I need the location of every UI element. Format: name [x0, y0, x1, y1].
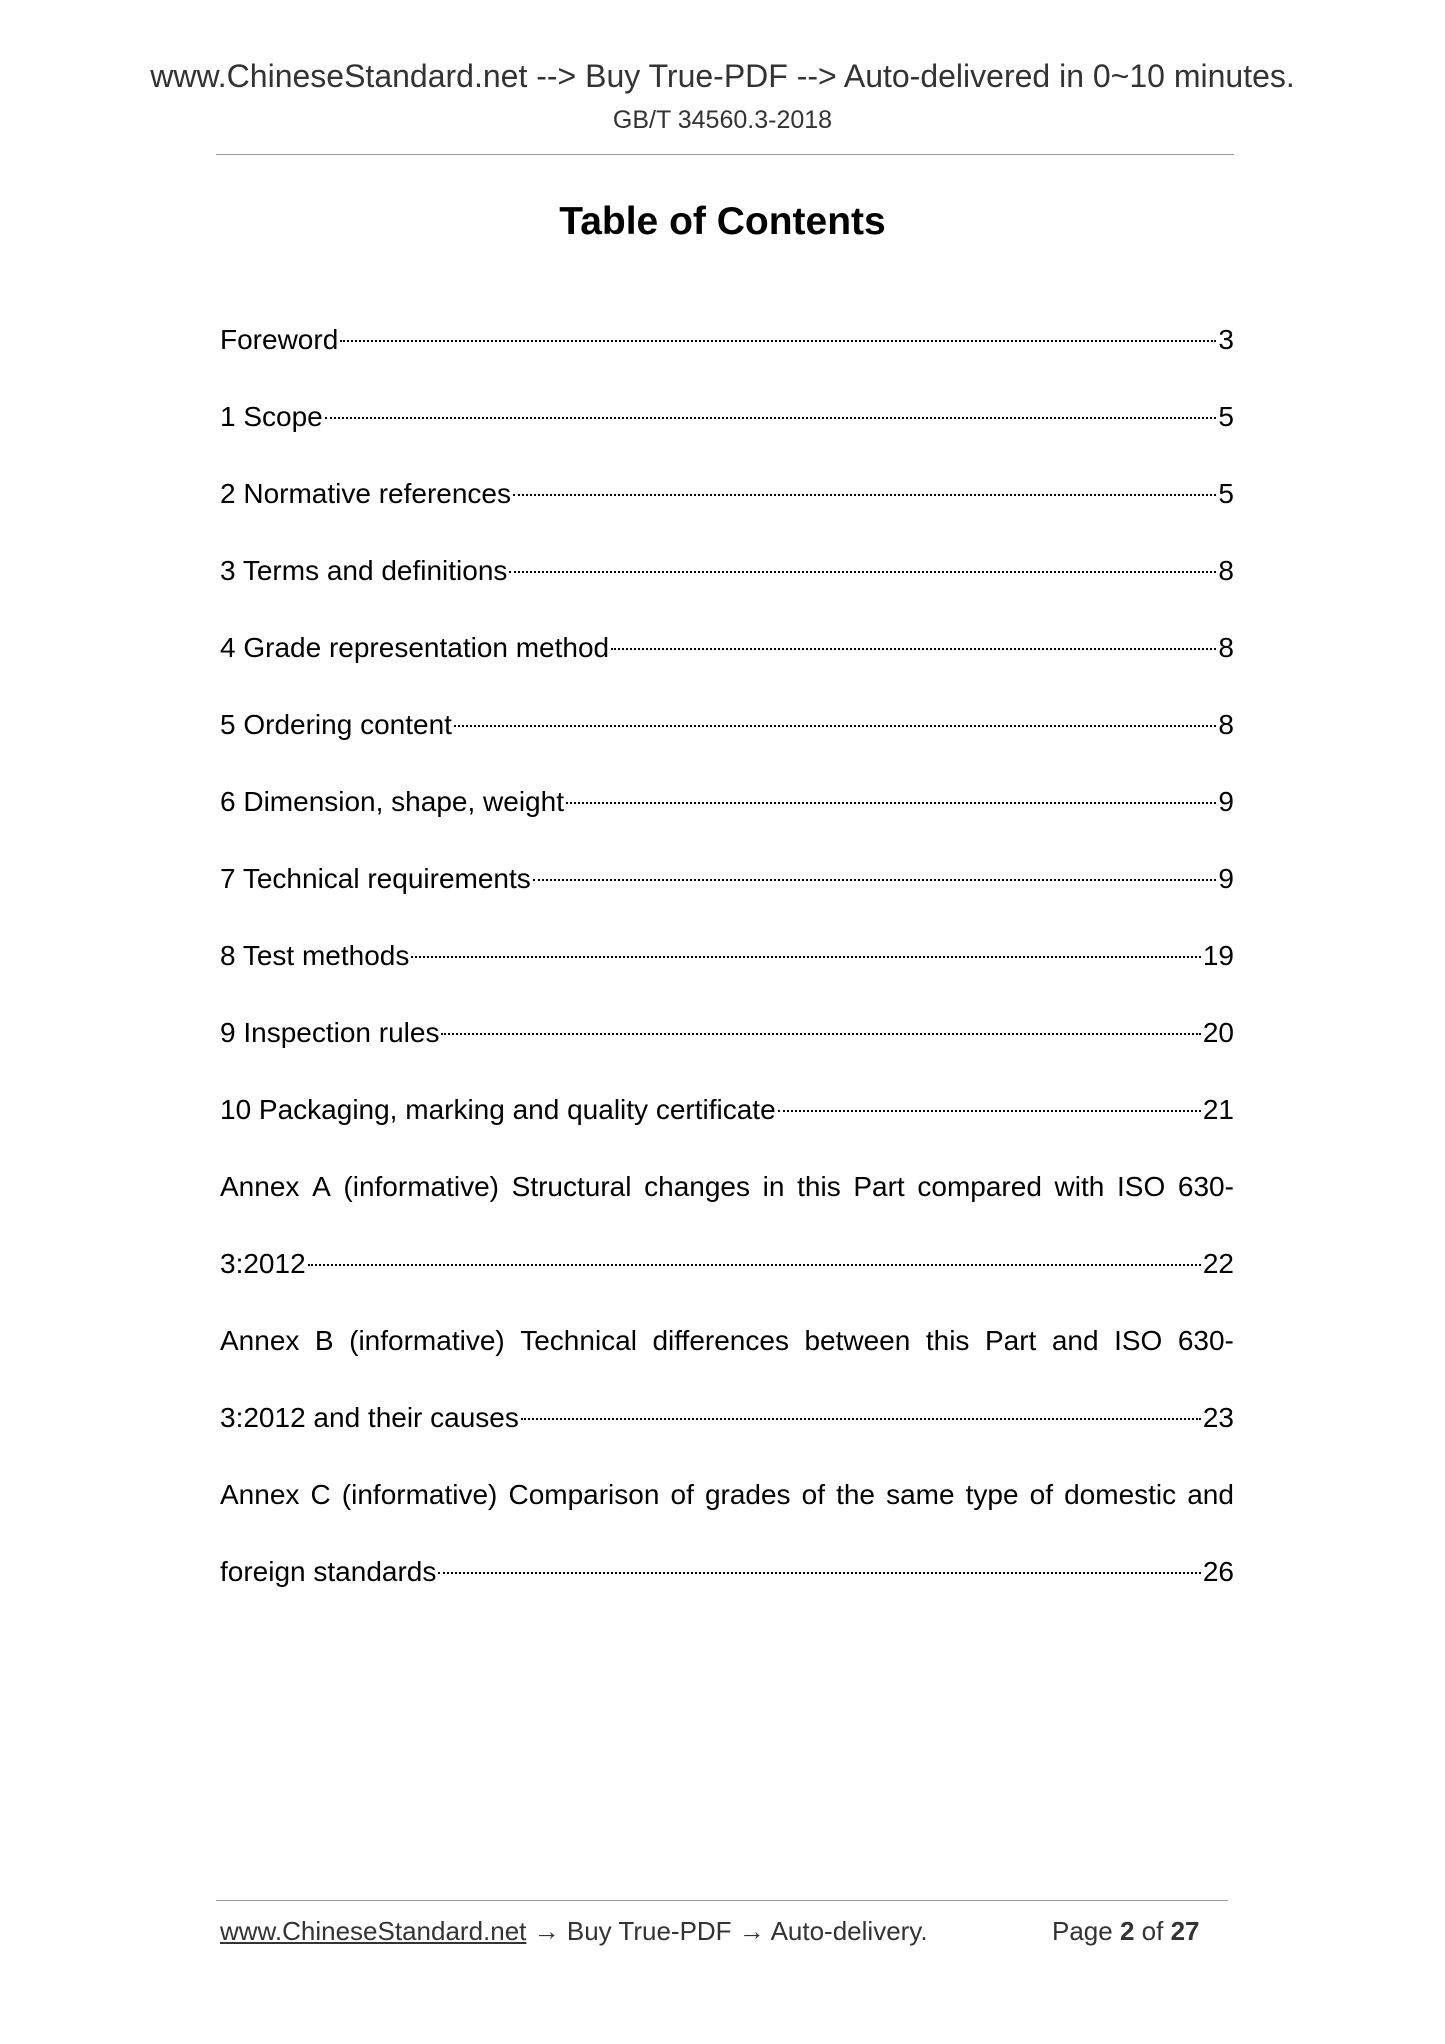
toc-entry-label: 8 Test methods [220, 940, 410, 971]
toc-entry-page: 5 [1218, 401, 1234, 432]
toc-word: the [836, 1479, 876, 1510]
toc-entry-page: 21 [1202, 1094, 1234, 1125]
toc-leader-dots [325, 417, 1217, 419]
toc-word: 630- [1177, 1325, 1234, 1356]
toc-entry[interactable] [220, 1013, 1234, 1053]
toc-leader-dots [513, 494, 1216, 496]
toc-leader-dots [778, 1110, 1201, 1112]
toc-entry-label: 3:2012 and their causes [220, 1402, 519, 1433]
toc-entry[interactable] [220, 397, 1234, 437]
toc-word: C [310, 1479, 331, 1510]
toc-entry[interactable] [220, 628, 1234, 668]
toc-word: and [1051, 1325, 1099, 1356]
toc-entry-label: 4 Grade representation method [220, 632, 610, 663]
toc-word: domestic [1064, 1479, 1177, 1510]
toc-word: ISO [1117, 1171, 1166, 1202]
toc-word: (informative) [341, 1479, 498, 1510]
toc-word: this [925, 1325, 970, 1356]
page-label: Page [1052, 1916, 1113, 1946]
toc-entry-label: 10 Packaging, marking and quality certificate [220, 1094, 776, 1125]
toc-entry[interactable] [220, 1398, 1234, 1438]
toc-entry-label: 7 Technical requirements [220, 863, 531, 894]
toc-word: B [314, 1325, 334, 1356]
toc-leader-dots [611, 648, 1216, 650]
toc-entry[interactable] [220, 1552, 1234, 1592]
toc-entry-page: 8 [1218, 632, 1234, 663]
toc-word: Technical [520, 1325, 637, 1356]
footer-left [220, 1916, 928, 1947]
page-title: Table of Contents [559, 200, 886, 243]
page-total: 27 [1170, 1916, 1200, 1946]
toc-entry[interactable] [220, 705, 1234, 745]
toc-entry[interactable] [220, 859, 1234, 899]
toc-word: of [670, 1479, 694, 1510]
toc-word: same [886, 1479, 955, 1510]
toc-leader-dots [566, 802, 1216, 804]
footer-divider [216, 1900, 1228, 1901]
toc-word: Comparison [508, 1479, 660, 1510]
toc-entry-page: 8 [1218, 709, 1234, 740]
toc-entry-label: foreign standards [220, 1556, 437, 1587]
toc-entry[interactable] [220, 1090, 1234, 1130]
toc-entry-page: 9 [1218, 786, 1234, 817]
toc-word: differences [652, 1325, 789, 1356]
toc-entry-page: 8 [1218, 555, 1234, 586]
toc-entry-page: 20 [1202, 1017, 1234, 1048]
toc-entry-label: 5 Ordering content [220, 709, 452, 740]
toc-word: this [797, 1171, 841, 1202]
toc-entry-line1 [220, 1475, 1234, 1515]
footer-page-number [1052, 1916, 1200, 1947]
toc-entry[interactable] [220, 1244, 1234, 1284]
toc-leader-dots [521, 1418, 1201, 1420]
toc-entry-label: 1 Scope [220, 401, 323, 432]
header-banner: www.ChineseStandard.net --> Buy True-PDF --> Auto-delivered in 0~10 minutes. [150, 58, 1295, 94]
toc-entry-page: 3 [1218, 324, 1234, 355]
footer-text: → Buy True-PDF → Auto-delivery. [526, 1916, 928, 1946]
toc-word: in [762, 1171, 785, 1202]
toc-word: Annex [220, 1325, 300, 1356]
toc-entry-label: 6 Dimension, shape, weight [220, 786, 564, 817]
toc-entry-label: Foreword [220, 324, 339, 355]
toc-word: Part [984, 1325, 1037, 1356]
page-current: 2 [1119, 1916, 1135, 1946]
footer-site-link[interactable]: www.ChineseStandard.net [220, 1916, 527, 1946]
toc-entry-page: 19 [1202, 940, 1234, 971]
toc-word: Annex [220, 1171, 300, 1202]
toc-word: between [804, 1325, 911, 1356]
toc-entry[interactable] [220, 551, 1234, 591]
toc-entry-page: 23 [1202, 1402, 1234, 1433]
toc-word: Structural [511, 1171, 632, 1202]
toc-entry-page: 22 [1202, 1248, 1234, 1279]
toc-leader-dots [509, 571, 1216, 573]
toc-entry[interactable] [220, 936, 1234, 976]
toc-word: and [1187, 1479, 1234, 1510]
toc-entry[interactable] [220, 474, 1234, 514]
toc-leader-dots [454, 725, 1217, 727]
toc-leader-dots [308, 1264, 1201, 1266]
toc-entry-line1 [220, 1321, 1234, 1361]
table-of-contents [220, 0, 1234, 1600]
toc-entry-label: 9 Inspection rules [220, 1017, 440, 1048]
toc-word: compared [917, 1171, 1042, 1202]
toc-word: of [1029, 1479, 1054, 1510]
toc-word: Annex [220, 1479, 300, 1510]
toc-word: Part [853, 1171, 905, 1202]
toc-entry[interactable] [220, 320, 1234, 360]
toc-word: with [1054, 1171, 1105, 1202]
toc-leader-dots [533, 879, 1217, 881]
toc-entry[interactable] [220, 782, 1234, 822]
toc-entry-label: 3 Terms and definitions [220, 555, 508, 586]
of-label: of [1141, 1916, 1164, 1946]
document-id: GB/T 34560.3-2018 [612, 106, 833, 134]
toc-leader-dots [411, 956, 1200, 958]
toc-leader-dots [438, 1572, 1200, 1574]
toc-word: of [801, 1479, 825, 1510]
toc-leader-dots [441, 1033, 1200, 1035]
toc-entry-page: 9 [1218, 863, 1234, 894]
toc-entry-label: 3:2012 [220, 1248, 306, 1279]
toc-leader-dots [340, 340, 1216, 342]
toc-word: type [965, 1479, 1019, 1510]
toc-word: ISO [1114, 1325, 1163, 1356]
toc-word: (informative) [349, 1325, 505, 1356]
toc-word: A [312, 1171, 331, 1202]
toc-word: 630- [1177, 1171, 1234, 1202]
toc-word: (informative) [343, 1171, 499, 1202]
toc-entry-line1 [220, 1167, 1234, 1207]
toc-entry-page: 5 [1218, 478, 1234, 509]
toc-word: changes [644, 1171, 751, 1202]
toc-entry-page: 26 [1202, 1556, 1234, 1587]
toc-word: grades [704, 1479, 791, 1510]
toc-entry-label: 2 Normative references [220, 478, 512, 509]
